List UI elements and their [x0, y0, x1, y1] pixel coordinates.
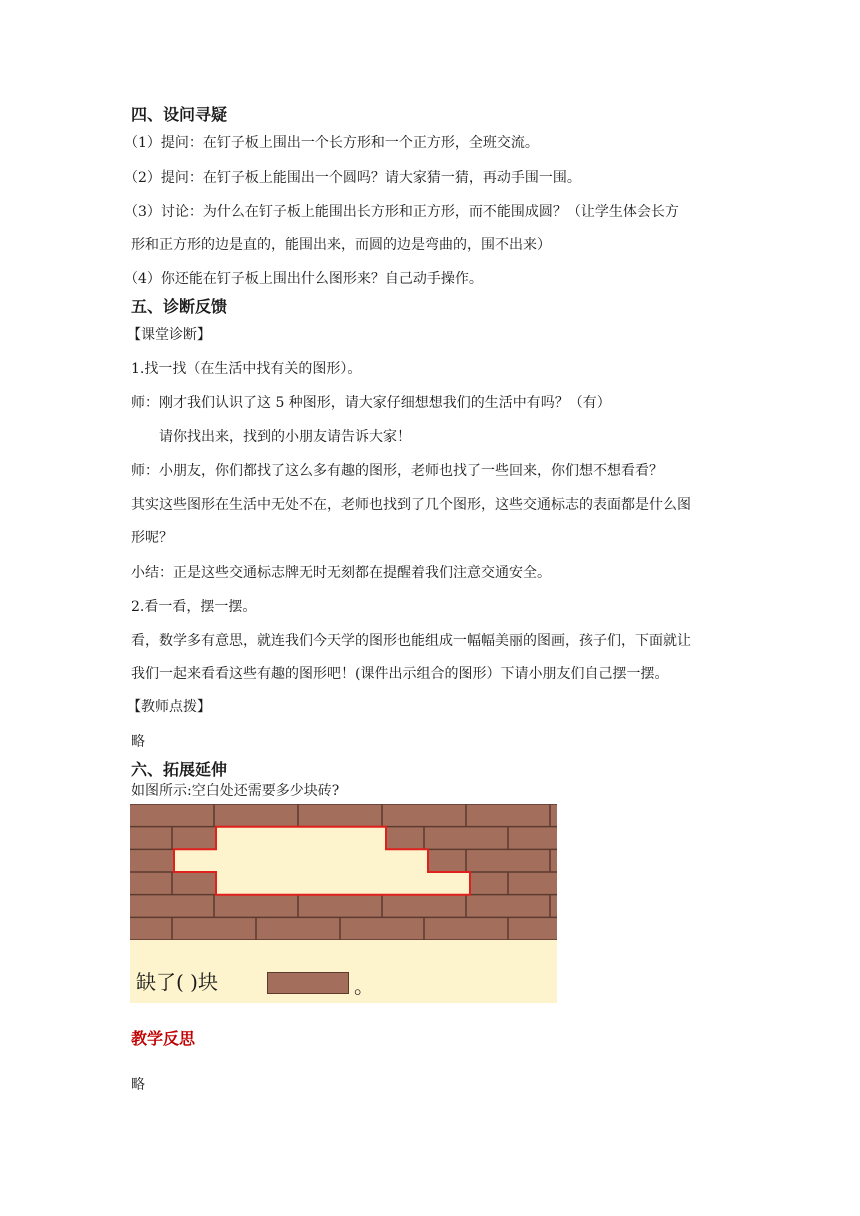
- teacher-tip-subheading: 【教师点拨】: [127, 699, 211, 715]
- question-4: （4）你还能在钉子板上围出什么图形来？自己动手操作。: [124, 271, 483, 287]
- paragraph-signs-line-1: 其实这些图形在生活中无处不在，老师也找到了几个图形，这些交通标志的表面都是什么图: [131, 497, 691, 513]
- paragraph-look: 2.看一看，摆一摆。: [131, 599, 257, 615]
- brick-wall-figure: [130, 804, 557, 1003]
- paragraph-signs-line-2: 形呢？: [131, 530, 173, 546]
- section-4-heading: 四、设问寻疑: [131, 105, 228, 124]
- paragraph-find-out: 请你找出来，找到的小朋友请告诉大家！: [159, 429, 411, 445]
- paragraph-look-line-1: 看，数学多有意思，就连我们今天学的图形也能组成一幅幅美丽的图画，孩子们，下面就让: [131, 633, 691, 649]
- question-3-line-1: （3）讨论：为什么在钉子板上能围出长方形和正方形，而不能围成圆？（让学生体会长方: [124, 204, 679, 220]
- paragraph-teacher-2: 师：小朋友，你们都找了这么多有趣的图形，老师也找了一些回来，你们想不想看看？: [131, 463, 663, 479]
- question-2: （2）提问：在钉子板上能围出一个圆吗？请大家猜一猜，再动手围一围。: [124, 170, 581, 186]
- paragraph-summary: 小结：正是这些交通标志牌无时无刻都在提醒着我们注意交通安全。: [131, 565, 551, 581]
- reflection-heading: 教学反思: [131, 1029, 196, 1048]
- question-1: （1）提问：在钉子板上围出一个长方形和一个正方形，全班交流。: [124, 135, 539, 151]
- reflection-text: 略: [131, 1077, 145, 1093]
- paragraph-look-line-2: 我们一起来看看这些有趣的图形吧！(课件出示组合的图形）下请小朋友们自己摆一摆。: [131, 666, 669, 682]
- question-3-line-2: 形和正方形的边是直的，能围出来，而圆的边是弯曲的，围不出来）: [131, 237, 551, 253]
- single-brick-sample: [267, 972, 349, 994]
- paragraph-find: 1.找一找（在生活中找有关的图形）。: [131, 361, 362, 377]
- teacher-tip-text: 略: [131, 734, 145, 750]
- caption-period: 。: [354, 974, 374, 998]
- section-6-heading: 六、拓展延伸: [131, 760, 228, 779]
- brick-question: 如图所示:空白处还需要多少块砖?: [131, 783, 340, 799]
- missing-bricks-caption: 缺了( )块: [136, 970, 218, 994]
- section-5-heading: 五、诊断反馈: [131, 297, 228, 316]
- diagnosis-subheading: 【课堂诊断】: [127, 327, 211, 343]
- paragraph-teacher-1: 师：刚才我们认识了这 5 种图形，请大家仔细想想我们的生活中有吗？（有）: [131, 395, 611, 411]
- brick-wall-diagram: [130, 804, 557, 940]
